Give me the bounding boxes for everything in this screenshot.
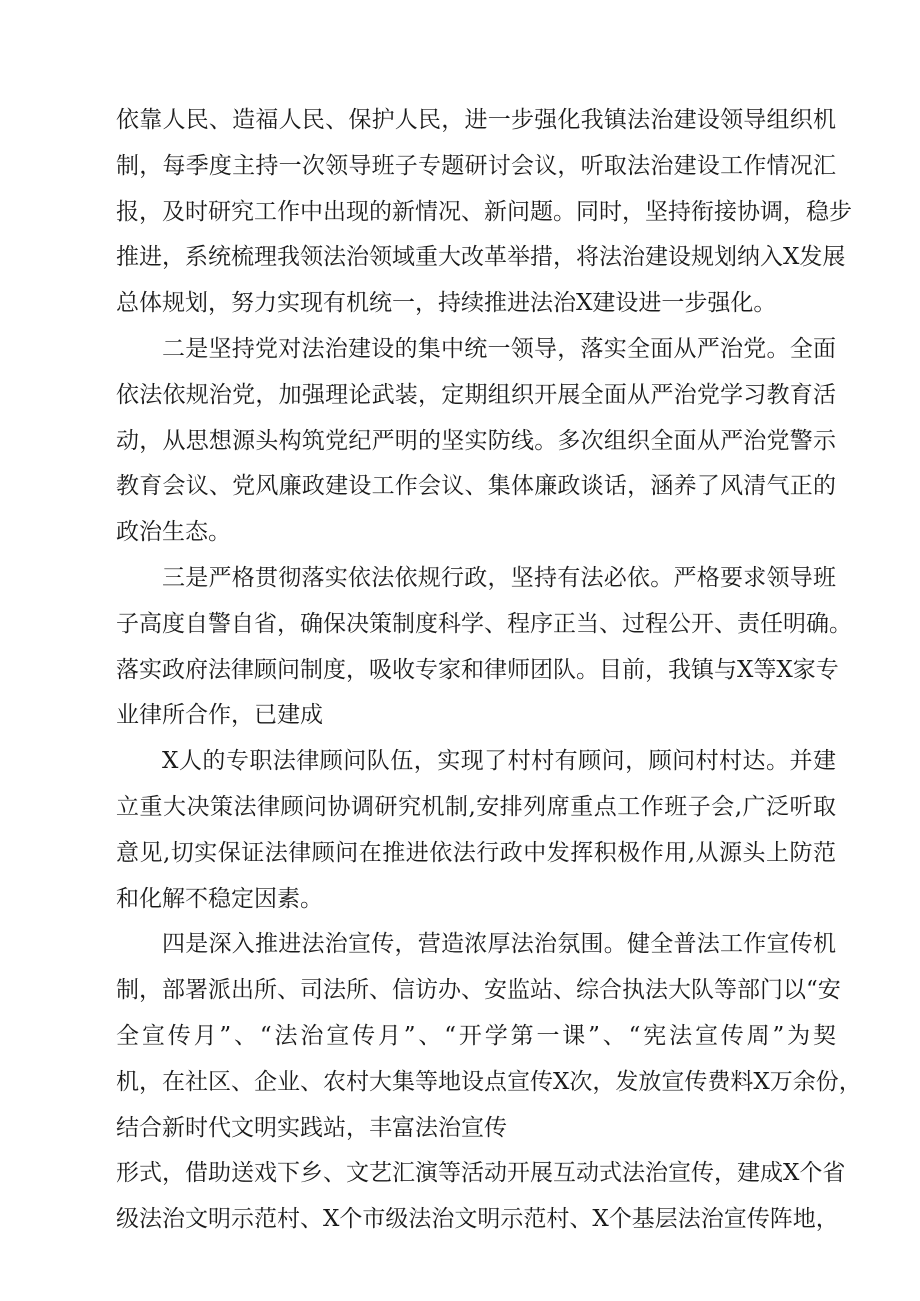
- text-line: 结合新时代文明实践站，丰富法治宣传: [116, 1114, 507, 1141]
- text-line: 制，每季度主持一次领导班子专题研讨会议，听取法治建设工作情况汇: [116, 152, 836, 179]
- text-line: 推进，系统梳理我领法治领域重大改革举措，将法治建设规划纳入X发展: [116, 244, 846, 271]
- paragraph-5: [116, 922, 862, 1151]
- text-line: 级法治文明示范村、X个市级法治文明示范村、X个基层法治宣传阵地，: [116, 1206, 839, 1233]
- text-line: 落实政府法律顾问制度，吸收专家和律师团队。目前，我镇与X等X家专: [116, 656, 839, 683]
- text-line: 和化解不稳定因素。: [116, 885, 323, 912]
- text-line: 制，部署派出所、司法所、信访办、安监站、综合执法大队等部门以“安: [116, 977, 841, 1004]
- text-line: 机，在社区、企业、农村大集等地设点宣传X次，发放宣传费料X万余份，: [116, 1068, 862, 1095]
- paragraph-6: [116, 1151, 846, 1243]
- text-line: 立重大决策法律顾问协调研究机制,安排列席重点工作班子会,广泛听取: [116, 793, 836, 820]
- text-line: 二是坚持党对法治建设的集中统一领导，落实全面从严治党。全面: [162, 335, 836, 362]
- text-line: 四是深入推进法治宣传，营造浓厚法治氛围。健全普法工作宣传机: [162, 931, 836, 958]
- paragraph-2: [116, 327, 836, 556]
- text-line: X人的专职法律顾问队伍，实现了村村有顾问，顾问村村达。并建: [162, 748, 836, 775]
- text-line: 意见,切实保证法律顾问在推进依法行政中发挥积极作用,从源头上防范: [116, 839, 836, 866]
- text-line: 总体规划，努力实现有机统一，持续推进法治X建设进一步强化。: [116, 290, 777, 317]
- text-line: 依靠人民、造福人民、保护人民，进一步强化我镇法治建设领导组织机: [116, 107, 836, 133]
- paragraph-4: [116, 739, 836, 922]
- text-line: 教育会议、党风廉政建设工作会议、集体廉政谈话，涵养了风清气正的: [116, 473, 836, 500]
- text-line: 业律所合作，已建成: [116, 702, 323, 729]
- text-line: 三是严格贯彻落实依法依规行政，坚持有法必依。严格要求领导班: [162, 564, 836, 591]
- paragraph-1: [116, 98, 852, 327]
- text-line: 政治生态。: [116, 519, 231, 546]
- paragraph-3: [116, 556, 852, 739]
- text-line: 依法依规治党，加强理论武装，定期组织开展全面从严治党学习教育活: [116, 381, 836, 408]
- text-line: 形式，借助送戏下乡、文艺汇演等活动开展互动式法治宣传，建成X个省: [116, 1160, 846, 1187]
- text-line: 报，及时研究工作中出现的新情况、新问题。同时，坚持衔接协调，稳步: [116, 198, 852, 225]
- document-body: [116, 98, 862, 1243]
- text-line: 全宣传月”、“法治宣传月”、“开学第一课”、“宪法宣传周”为契: [116, 1022, 836, 1049]
- text-line: 子高度自警自省，确保决策制度科学、程序正当、过程公开、责任明确。: [116, 610, 852, 637]
- text-line: 动，从思想源头构筑党纪严明的坚实防线。多次组织全面从严治党警示: [116, 427, 836, 454]
